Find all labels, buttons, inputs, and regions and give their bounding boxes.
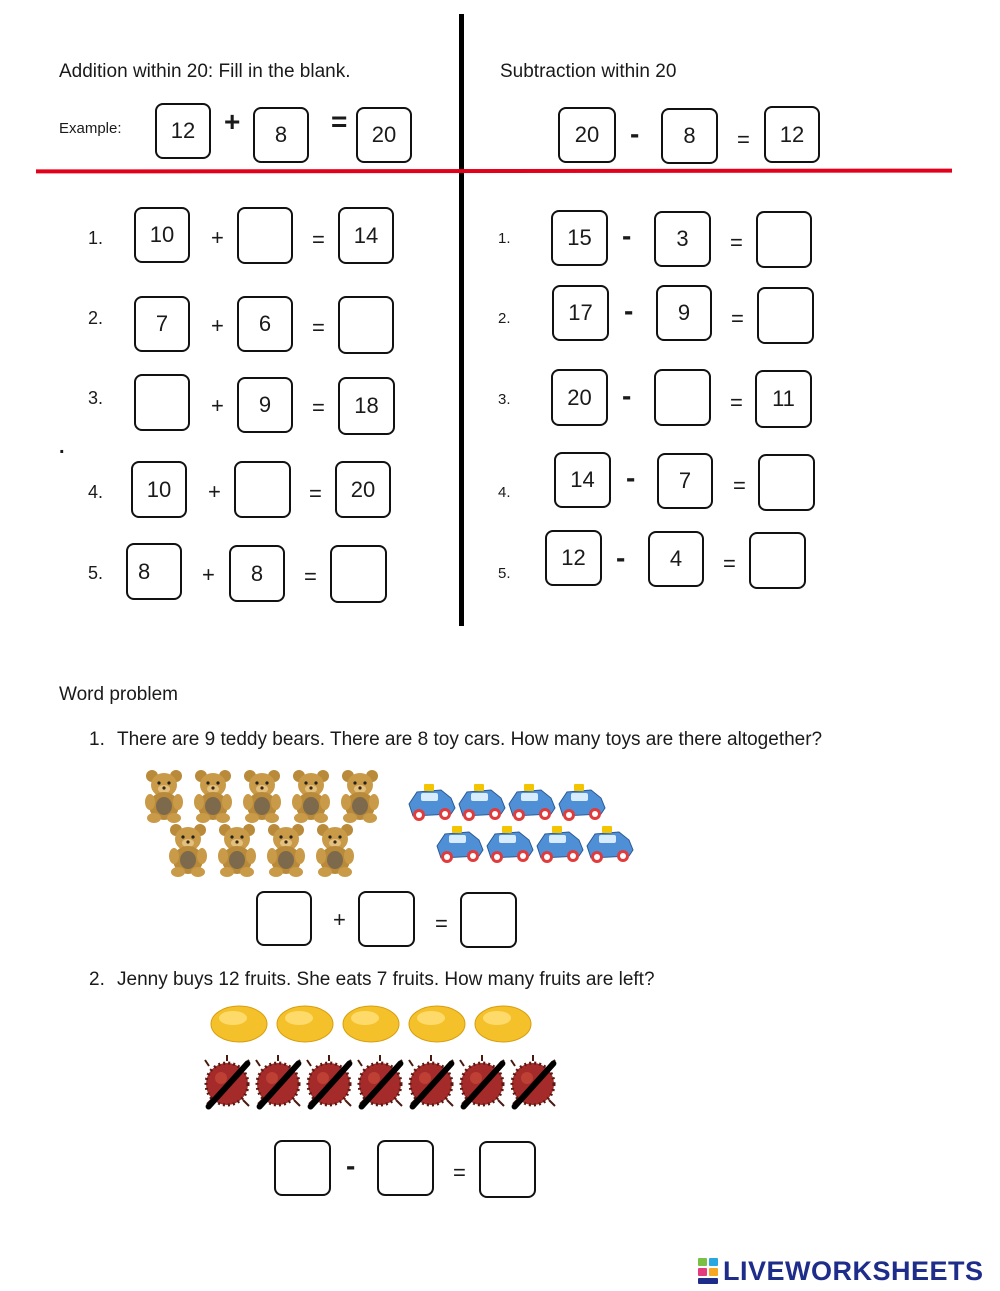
word-problem-1-b-input[interactable] [358, 891, 415, 947]
add-problem-3-c: 18 [338, 377, 395, 435]
add-problem-1-equals: = [312, 227, 325, 252]
add-problem-1-c: 14 [338, 207, 394, 264]
sub-problem-5-c-input[interactable] [749, 532, 806, 589]
sub-problem-4-minus: - [626, 462, 636, 493]
sub-problem-4-number: 4. [498, 484, 511, 501]
addition-heading: Addition within 20: Fill in the blank. [59, 61, 351, 82]
add-problem-1-a: 10 [134, 207, 190, 263]
add-problem-3-a-input[interactable] [134, 374, 190, 431]
word-problem-2-c-input[interactable] [479, 1141, 536, 1198]
add-problem-4-a: 10 [131, 461, 187, 518]
word-problem-1-text: There are 9 teddy bears. There are 8 toy cars. How many toys are there altogether? [117, 729, 823, 750]
add-problem-2-a: 7 [134, 296, 190, 352]
add-problem-4-equals: = [309, 481, 322, 506]
sub-problem-2-b: 9 [656, 285, 712, 341]
sub-problem-3-minus: - [622, 380, 632, 411]
add-problem-3-equals: = [312, 395, 325, 420]
sub-problem-1-b: 3 [654, 211, 711, 267]
add-problem-5-equals: = [304, 564, 317, 589]
add-problem-5-plus: + [202, 562, 215, 587]
add-problem-2-equals: = [312, 315, 325, 340]
mangoes-illustration [205, 1000, 540, 1048]
sub-problem-2-minus: - [624, 295, 634, 326]
add-problem-4-plus: + [208, 479, 221, 504]
sub-problem-5-minus: - [616, 542, 626, 573]
sub-problem-2-equals: = [731, 306, 744, 331]
word-problem-1-c-input[interactable] [460, 892, 517, 948]
add-problem-4-c: 20 [335, 461, 391, 518]
sub-problem-2-c-input[interactable] [757, 287, 814, 344]
add-problem-5-c-input[interactable] [330, 545, 387, 603]
liveworksheets-logo [697, 1255, 995, 1287]
sub-problem-1-a: 15 [551, 210, 608, 266]
sub-problem-1-c-input[interactable] [756, 211, 812, 268]
add-example-equals: = [331, 106, 348, 137]
liveworksheets-icon [697, 1257, 719, 1285]
sub-problem-4-c-input[interactable] [758, 454, 815, 511]
add-problem-1-plus: + [211, 225, 224, 250]
add-problem-3-number: 3. [88, 388, 104, 408]
sub-example-a: 20 [558, 107, 616, 163]
add-example-c: 20 [356, 107, 412, 163]
sub-problem-3-a: 20 [551, 369, 608, 426]
sub-problem-1-minus: - [622, 220, 632, 251]
word-problem-2-equals: = [453, 1160, 466, 1185]
sub-problem-5-b: 4 [648, 531, 704, 587]
sub-example-minus: - [630, 118, 640, 149]
subtraction-heading: Subtraction within 20 [500, 61, 677, 82]
word-problem-1-a-input[interactable] [256, 891, 312, 946]
sub-problem-5-number: 5. [498, 565, 511, 582]
add-problem-5-a: 8 [126, 543, 182, 600]
add-problem-1-number: 1. [88, 228, 104, 248]
word-problem-2-minus: - [346, 1150, 356, 1181]
vertical-divider [459, 14, 464, 626]
brand-text[interactable]: LIVEWORKSHEETS [723, 1255, 984, 1286]
mango-group [205, 1000, 540, 1048]
sub-example-c: 12 [764, 106, 820, 163]
word-problem-2-b-input[interactable] [377, 1140, 434, 1196]
add-problem-2-b: 6 [237, 296, 293, 352]
sub-problem-3-c: 11 [755, 370, 812, 428]
add-example-plus: + [224, 106, 241, 137]
word-problem-1-number: 1. [89, 729, 105, 750]
sub-problem-4-b: 7 [657, 453, 713, 509]
sub-problem-1-number: 1. [498, 230, 511, 247]
toy-cars-illustration [405, 778, 640, 868]
stray-dot: . [59, 436, 65, 458]
add-problem-2-number: 2. [88, 308, 104, 328]
add-problem-1-b-input[interactable] [237, 207, 293, 264]
sub-problem-1-equals: = [730, 230, 743, 255]
sub-problem-2-number: 2. [498, 310, 511, 327]
add-example-a: 12 [155, 103, 211, 159]
add-problem-3-b: 9 [237, 377, 293, 433]
add-problem-2-plus: + [211, 313, 224, 338]
add-problem-5-b: 8 [229, 545, 285, 602]
sub-problem-3-equals: = [730, 390, 743, 415]
add-problem-4-b-input[interactable] [234, 461, 291, 518]
teddy-bear-group [140, 768, 390, 880]
sub-example-equals: = [737, 127, 750, 152]
sub-problem-4-a: 14 [554, 452, 611, 508]
add-problem-4-number: 4. [88, 482, 104, 502]
sub-problem-4-equals: = [733, 473, 746, 498]
add-problem-2-c-input[interactable] [338, 296, 394, 354]
red-divider [36, 169, 952, 174]
sub-problem-3-number: 3. [498, 391, 511, 408]
add-example-b: 8 [253, 107, 309, 163]
add-problem-3-plus: + [211, 393, 224, 418]
add-problem-5-number: 5. [88, 563, 104, 583]
word-problem-2-text: Jenny buys 12 fruits. She eats 7 fruits. How many fruits are left? [117, 969, 655, 990]
sub-problem-2-a: 17 [552, 285, 609, 341]
teddy-bears-illustration [140, 768, 390, 880]
word-problem-heading: Word problem [59, 684, 178, 705]
word-problem-1-equals: = [435, 911, 448, 936]
example-label: Example: [59, 120, 122, 137]
word-problem-2-a-input[interactable] [274, 1140, 331, 1196]
sub-problem-5-a: 12 [545, 530, 602, 586]
toy-car-group [405, 778, 640, 868]
word-problem-1-plus: + [333, 907, 346, 932]
sub-example-b: 8 [661, 108, 718, 164]
sub-problem-3-b-input[interactable] [654, 369, 711, 426]
word-problem-2-number: 2. [89, 969, 105, 990]
sub-problem-5-equals: = [723, 551, 736, 576]
